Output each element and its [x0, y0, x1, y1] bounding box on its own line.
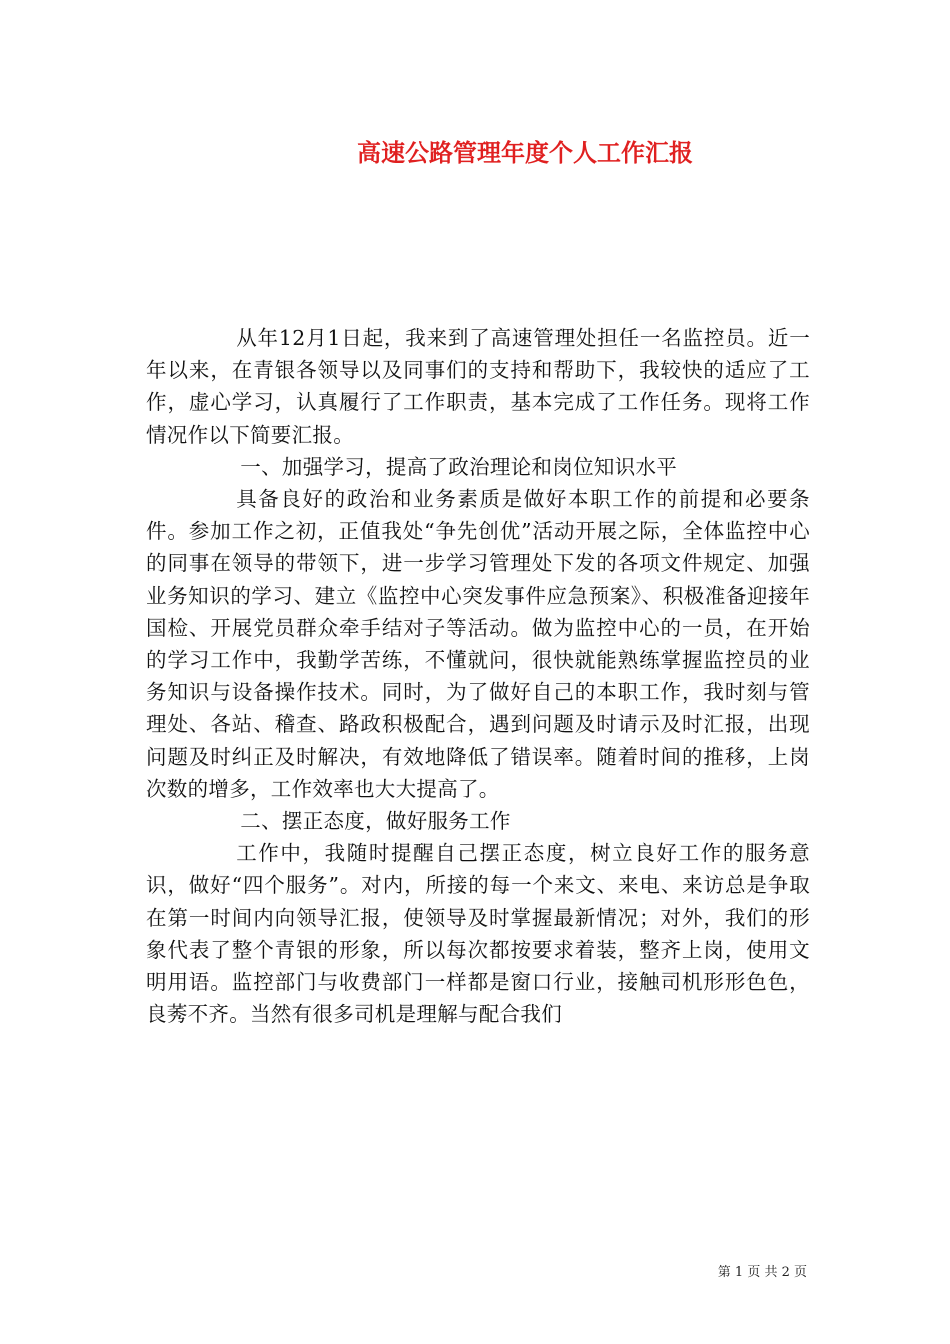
section-1-paragraph: 具备良好的政治和业务素质是做好本职工作的前提和必要条件。参加工作之初，正值我处“争先创优”活动开展之际，全体监控中心的同事在领导的带领下，进一步学习管理处下发的各项文件规定、加强业务知识的学习、建立《监控中心突发事件应急预案》、积极准备迎接年国检、开展党员群众牵手结对子等活动。做为监控中心的一员，在开始的学习工作中，我勤学苦练，不懂就问，很快就能熟练掌握监控员的业务知识与设备操作技术。同时，为了做好自己的本职工作，我时刻与管理处、各站、稽查、路政积极配合，遇到问题及时请示及时汇报，出现问题及时纠正及时解决，有效地降低了错误率。随着时间的推移，上岗次数的增多，工作效率也大大提高了。	[146, 487, 810, 801]
page-number-footer: 第 1 页 共 2 页	[717, 1265, 807, 1280]
section-2-paragraph: 工作中，我随时提醒自己摆正态度，树立良好工作的服务意识，做好“四个服务”。对内，所接的每一个来文、来电、来访总是争取在第一时间内向领导汇报，使领导及时掌握最新情况；对外，我们的形象代表了整个青银的形象，所以每次都按要求着装，整齐上岗，使用文明用语。监控部门与收费部门一样都是窗口行业，接触司机形形色色，良莠不齐。当然有很多司机是理解与配合我们	[146, 841, 810, 1027]
document-body	[146, 322, 810, 1030]
intro-paragraph: 从年12月1日起，我来到了高速管理处担任一名监控员。近一年以来，在青银各领导以及同事们的支持和帮助下，我较快的适应了工作，虚心学习，认真履行了工作职责，基本完成了工作任务。现将工作情况作以下简要汇报。	[146, 326, 810, 447]
section-heading-2: 二、摆正态度，做好服务工作	[240, 809, 511, 834]
document-title: 高速公路管理年度个人工作汇报	[357, 138, 693, 167]
section-heading-1: 一、加强学习，提高了政治理论和岗位知识水平	[240, 454, 678, 479]
